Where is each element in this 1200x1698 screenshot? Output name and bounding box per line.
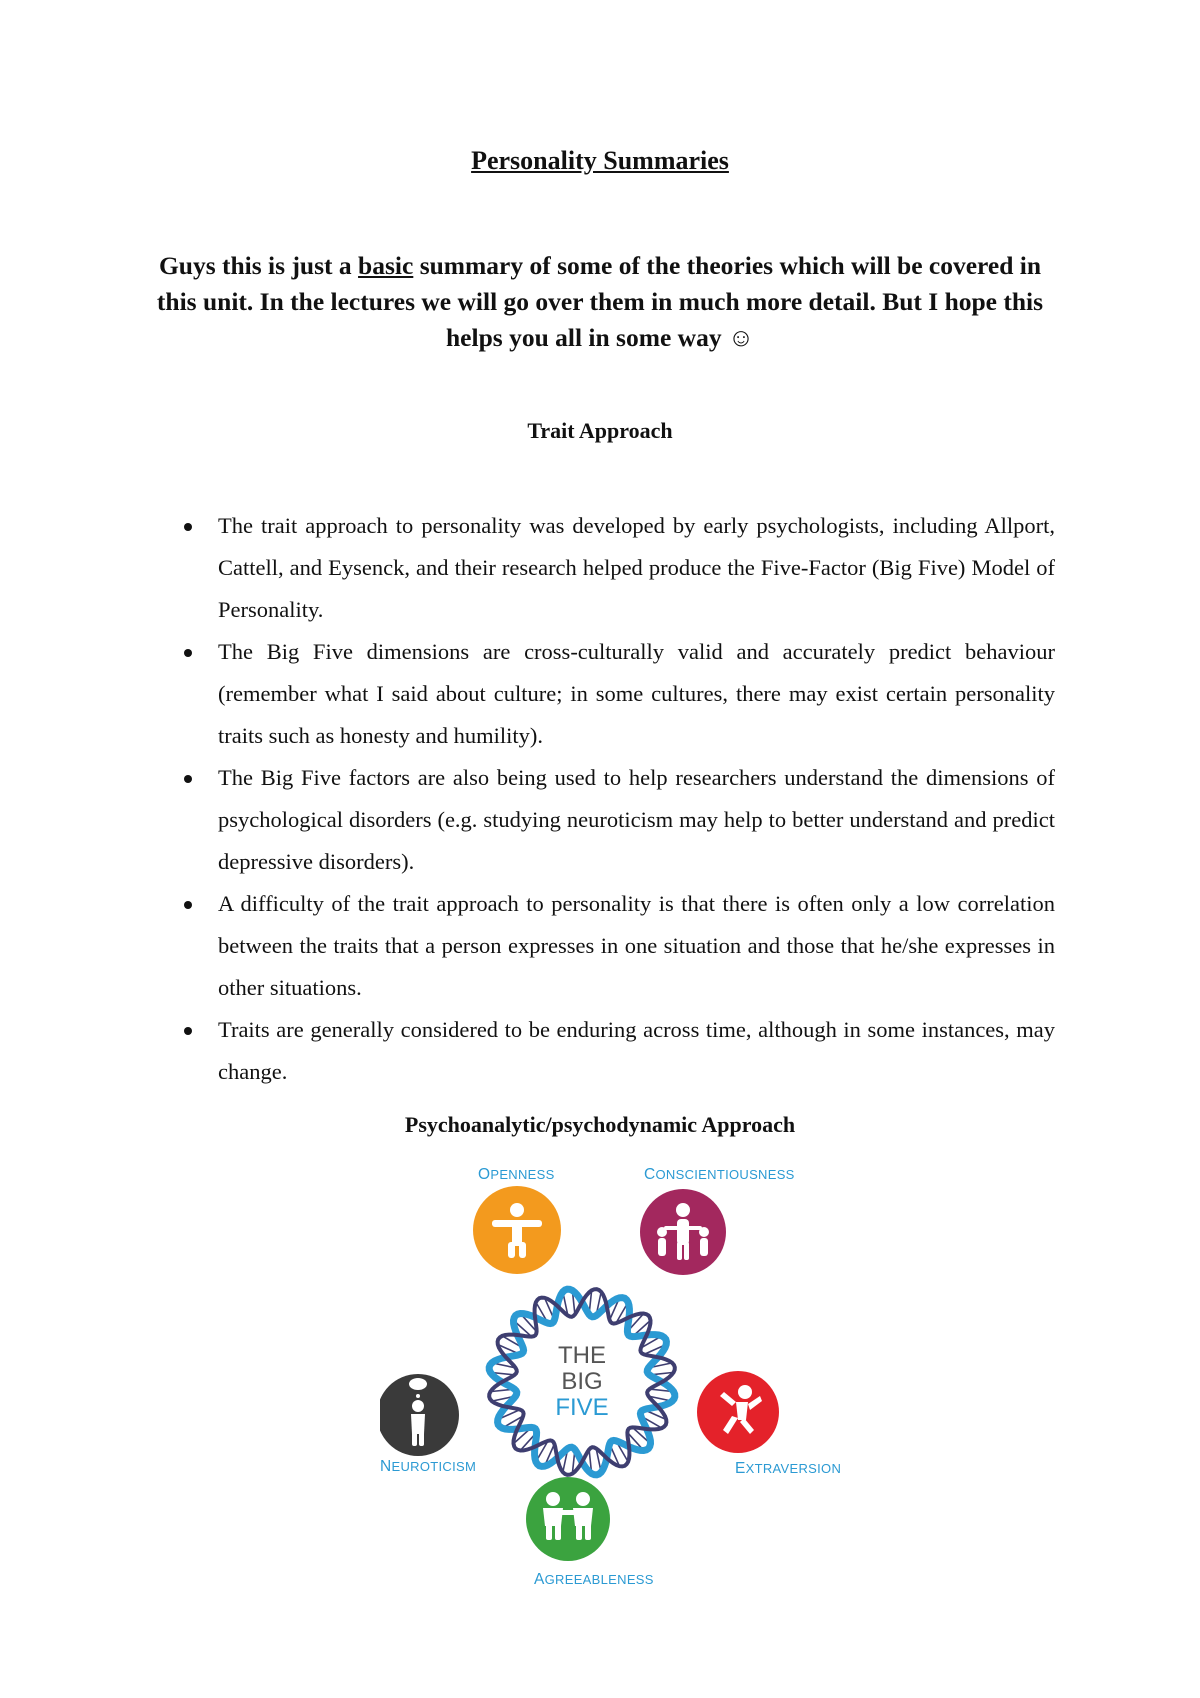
list-item-text: The Big Five factors are also being used to help researchers understand the dimensions of psychological disorders (e.g. studying neuroticism may help to better understand and predict depressive disorders). — [218, 765, 1055, 874]
intro-emphasis: basic — [358, 251, 414, 280]
intro-text-start: Guys this is just a — [158, 251, 359, 280]
list-item — [218, 757, 1055, 883]
openness-circle — [473, 1186, 561, 1274]
list-item-text: The trait approach to personality was developed by early psychologists, including Allport, Cattell, and Eysenck, and their research helped produce the Five-Factor (Big Five) Model of Personality. — [218, 513, 1055, 622]
center-line-2: BIG — [561, 1368, 603, 1395]
conscientiousness-label: CONSCIENTIOUSNESS — [644, 1166, 795, 1183]
big-five-diagram — [380, 1152, 850, 1592]
intro-paragraph — [148, 248, 1052, 356]
neuroticism-label: NEUROTICISM — [380, 1458, 477, 1475]
bullet-icon — [184, 523, 192, 531]
bullet-icon — [184, 1027, 192, 1035]
psychoanalytic-approach-heading: Psychoanalytic/psychodynamic Approach — [404, 1112, 796, 1137]
big-five-center-text — [555, 1342, 608, 1421]
center-line-1: THE — [558, 1342, 606, 1369]
extraversion-label: EXTRAVERSION — [735, 1460, 842, 1477]
list-item-text: Traits are generally considered to be enduring across time, although in some instances, may change. — [218, 1017, 1055, 1084]
center-line-3: FIVE — [555, 1394, 609, 1421]
big-five-figure — [380, 1152, 850, 1592]
list-item — [218, 1009, 1055, 1093]
bullet-icon — [184, 649, 192, 657]
trait-bullet-list — [218, 505, 1055, 1093]
agreeableness-circle — [526, 1477, 610, 1561]
extraversion-circle — [697, 1371, 779, 1453]
conscientiousness-circle — [640, 1189, 726, 1275]
list-item — [218, 883, 1055, 1009]
list-item — [218, 631, 1055, 757]
intro-text-end: summary of some of the theories which will be covered in this unit. In the lectures we will go over them in much more detail. But I hope this helps you all in some way ☺ — [156, 251, 1044, 352]
bullet-icon — [184, 775, 192, 783]
list-item-text: A difficulty of the trait approach to personality is that there is often only a low correlation between the traits that a person expresses in one situation and those that he/she expresses in other situations. — [218, 891, 1055, 1000]
openness-label: OPENNESS — [478, 1166, 555, 1183]
bullet-icon — [184, 901, 192, 909]
document-title: Personality Summaries — [471, 146, 729, 175]
agreeableness-label: AGREEABLENESS — [534, 1571, 654, 1588]
trait-approach-heading: Trait Approach — [527, 418, 673, 443]
list-item-text: The Big Five dimensions are cross-culturally valid and accurately predict behaviour (remember what I said about culture; in some cultures, there may exist certain personality traits such as honesty and humility). — [218, 639, 1055, 748]
neuroticism-circle — [380, 1374, 459, 1456]
list-item — [218, 505, 1055, 631]
